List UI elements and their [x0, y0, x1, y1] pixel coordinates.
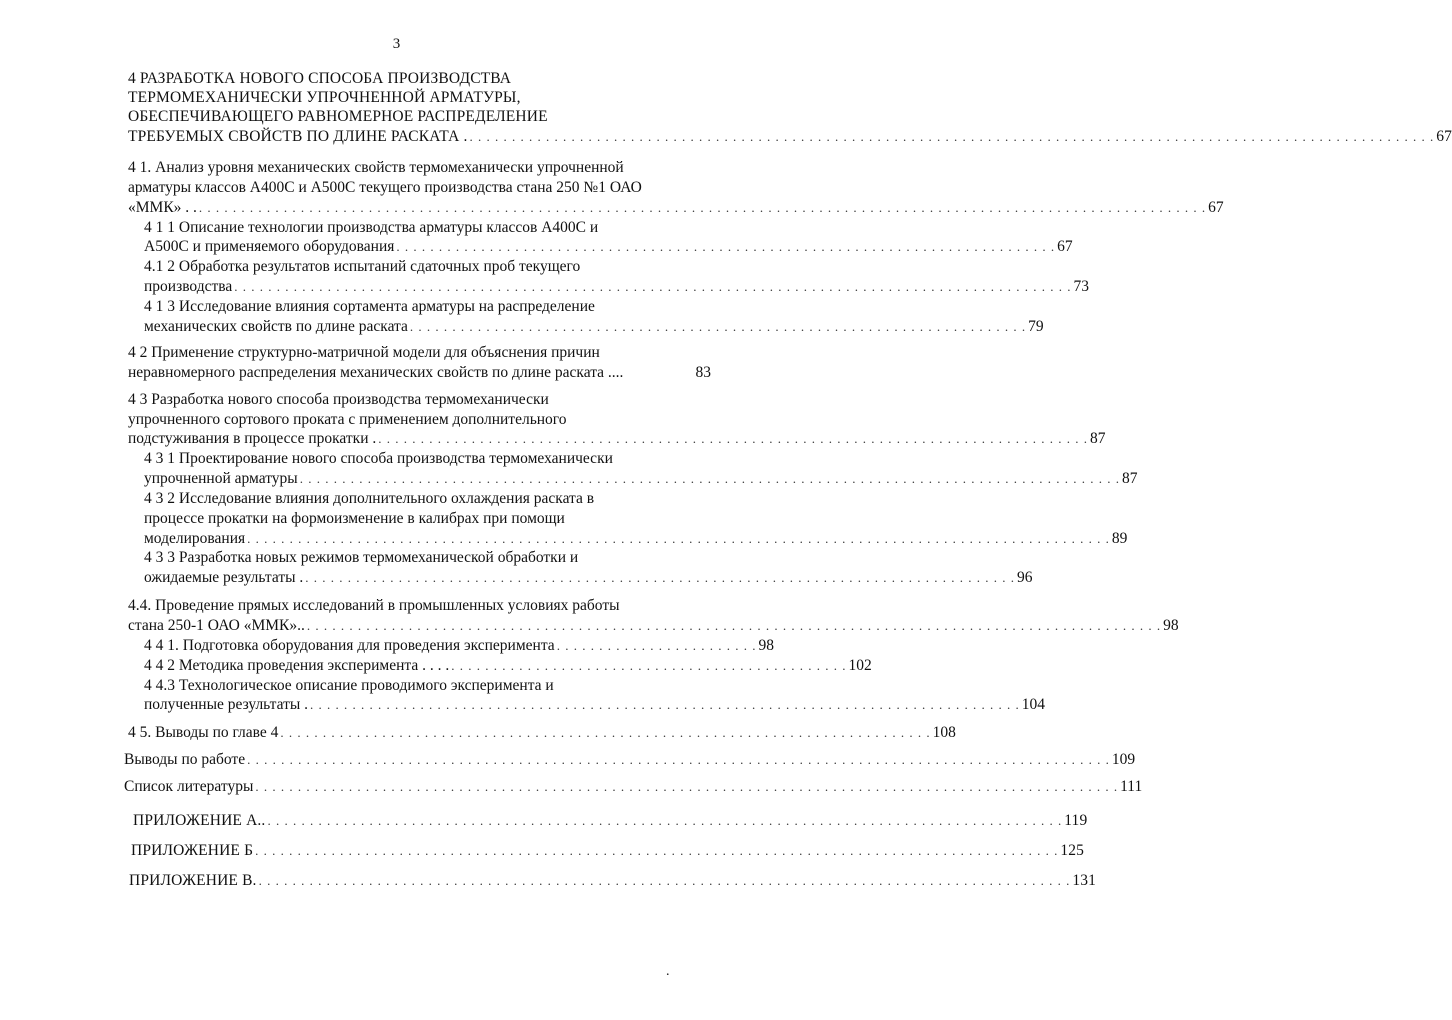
dot-leader: . . . . . . . . . . . . . . . . . . . . . . . . . . . . . . . . . . . . . . . . . . . . . . . . . . . . . . . . . . . . . . . . . . . . . . . . . . . . . . . . . . . .: [305, 570, 1016, 585]
toc-4-4-page: 98: [1163, 617, 1179, 634]
dot-leader: . . . . . . . . . . . . . . . . . . . . . . . . . . . . . . . . . . . . . . . . . . . . . . . . . . . . . . . . . . . . . . . . . . . . . . . . . . . . . . . . . . . . . . . . . . . . . . . . . . . . . .: [247, 531, 1110, 546]
dot-leader: . . . . . . . . . . . . . . . . . . . . . . . . . . . . . . . . . . . . . . . . . . . . . . . . . . . . . . . . . . . . . . . . . . . . . . . . . . . . . . . . . . . . . . . . . . . . . . . . . . . . .: [306, 618, 1162, 633]
dot-leader: . . . . . . . . . . . . . . . . . . . . . . . . . . . . . . . . . . . . . . . . . . . . . . .: [451, 658, 847, 673]
toc-4-4-2-page: 102: [848, 657, 872, 674]
dot-leader: . . . . . . . . . . . . . . . . . . . . . . . . . . . . . . . . . . . . . . . . . . . . . . . . . . . . . . . . . . . . . . . . . . . . . . . . . . . . . . . . . . . . . . . . . . . . . . .: [255, 843, 1059, 858]
toc-entry-4-3-1[interactable]: [144, 470, 1138, 488]
dot-leader: . . . . . . . . . . . . . . . . . . . . . . . . . . . . . . . . . . . . . . . . . . . . . . . . . . . . . . . . . . . . . . . . . . . . . . . . .: [409, 319, 1027, 334]
toc-4-3-page: 87: [1090, 430, 1106, 447]
toc-4-1-1-line2: А500С и применяемого оборудования: [144, 238, 395, 255]
toc-4-1-1-page: 67: [1057, 238, 1073, 255]
toc-4-4-3-page: 104: [1021, 696, 1046, 713]
toc-entry-4-3[interactable]: [128, 430, 1106, 448]
toc-4-3-1-line1: 4 3 1 Проектирование нового способа производства термомеханически: [144, 450, 613, 467]
toc-4-1-2-line1: 4.1 2 Обработка результатов испытаний сдаточных проб текущего: [144, 258, 581, 275]
toc-4-2-line2: неравномерного распределения механических свойств по длине раската ....: [128, 364, 624, 381]
toc-entry-4-3-3[interactable]: [144, 569, 1033, 587]
dot-leader: . . . . . . . . . . . . . . . . . . . . . . . . . . . . . . . . . . . . . . . . . . . . . . . . . . . . . . . . . . . . . . . . . . . . . . . . . . . . . . . . . . . . . . . . . . . . . . . . . . . . . .: [255, 779, 1119, 794]
dot-leader: . . . . . . . . . . . . . . . . . . . . . . . . . . . . . . . . . . . . . . . . . . . . . . . . . . . . . . . . . . . . . . . . . . . . . . . . . . . . . . . . . . . . . . . . . . . . . . . . . . . . . .: [247, 752, 1110, 767]
toc-4-1-line3: «ММК» . .: [128, 199, 197, 216]
toc-4-line3: ОБЕСПЕЧИВАЮЩЕГО РАВНОМЕРНОЕ РАСПРЕДЕЛЕНИЕ: [128, 108, 548, 125]
toc-4-3-line2: упрочненного сортового проката с применением дополнительного: [128, 411, 567, 428]
dot-leader: . . . . . . . . . . . . . . . . . . . . . . . . . . . . . . . . . . . . . . . . . . . . . . . . . . . . . . . . . . . . . . . . . . . . . . . . . . . . . . . . . . . . . . . . . . . . . . . . .: [299, 471, 1120, 486]
toc-4-4-line2: стана 250-1 ОАО «ММК»..: [128, 617, 305, 634]
toc-4-4-1-title: 4 4 1. Подготовка оборудования для проведения эксперимента: [144, 637, 555, 654]
dot-leader: . . . . . . . . . . . . . . . . . . . . . . . . . . . . . . . . . . . . . . . . . . . . . . . . . . . . . . . . . . . . . . . . . . . . . . . . . . . . .: [280, 725, 931, 740]
toc-4-3-1-line2: упрочненной арматуры: [144, 470, 298, 487]
toc-entry-4-1-2[interactable]: [144, 278, 1090, 296]
toc-entry-4-4-3[interactable]: [144, 696, 1046, 714]
toc-4-1-3-line1: 4 1 3 Исследование влияния сортамента арматуры на распределение: [144, 298, 595, 315]
toc-appendix-b-page: 125: [1060, 842, 1085, 859]
toc-4-line4: ТРЕБУЕМЫХ СВОЙСТВ ПО ДЛИНЕ РАСКАТА .: [128, 128, 468, 145]
toc-4-3-2-page: 89: [1111, 530, 1128, 547]
toc-entry-4-1-1[interactable]: [144, 238, 1073, 256]
toc-4-3-1-page: 87: [1121, 470, 1138, 487]
toc-4-3-3-page: 96: [1017, 569, 1033, 586]
toc-4-1-3-page: 79: [1028, 318, 1044, 335]
toc-4-5-title: 4 5. Выводы по главе 4: [128, 724, 279, 741]
toc-4-1-2-line2: производства: [144, 278, 233, 295]
toc-4-4-1-page: 98: [758, 637, 774, 654]
toc-appendix-c-title: ПРИЛОЖЕНИЕ В.: [129, 872, 257, 889]
dot-leader: . . . . . . . . . . . . . . . . . . . . . . . . . . . . . . . . . . . . . . . . . . . . . . . . . . . . . . . . . . . . . . . . . . . . . . . . . . . . . . . . . . . .: [378, 431, 1088, 446]
toc-entry-4-1-3[interactable]: [144, 318, 1044, 336]
dot-leader: . . . . . . . . . . . . . . . . . . . . . . . . . . . . . . . . . . . . . . . . . . . . . . . . . . . . . . . . . . . . . . . . . . . . . . . . . . . . . . . . . . . . . . . . . . . . . . . . . . .: [234, 279, 1072, 294]
toc-4-2-line1: 4 2 Применение структурно-матричной модели для объяснения причин: [128, 344, 600, 361]
toc-entry-appendix-b[interactable]: [131, 842, 1085, 860]
toc-4-line2: ТЕРМОМЕХАНИЧЕСКИ УПРОЧНЕННОЙ АРМАТУРЫ,: [128, 89, 521, 106]
toc-4-3-2-line2: процессе прокатки на формоизменение в калибрах при помощи: [144, 510, 565, 527]
toc-appendix-a-title: ПРИЛОЖЕНИЕ А..: [133, 812, 266, 829]
toc-4-line1: 4 РАЗРАБОТКА НОВОГО СПОСОБА ПРОИЗВОДСТВА: [128, 70, 512, 87]
toc-appendix-b-title: ПРИЛОЖЕНИЕ Б: [131, 842, 254, 859]
toc-conclusions-page: 109: [1111, 751, 1136, 768]
toc-conclusions-title: Выводы по работе: [124, 751, 246, 768]
toc-entry-4-4-1[interactable]: [144, 637, 774, 655]
toc-4-1-page: 67: [1208, 199, 1224, 216]
toc-4-3-3-line2: ожидаемые результаты .: [144, 569, 304, 586]
toc-4-3-3-line1: 4 3 3 Разработка новых режимов термомеханической обработки и: [144, 549, 579, 566]
toc-references-page: 111: [1120, 778, 1143, 795]
toc-entry-4-1[interactable]: [128, 199, 1224, 217]
toc-entry-4[interactable]: [128, 128, 1452, 146]
dot-leader: . . . . . . . . . . . . . . . . . . . . . . . . . . . . . . . . . . . . . . . . . . . . . . . . . . . . . . . . . . . . . . . . . . . . . . . . . . . . . . . . . . . . . . . . . . . . . .: [267, 813, 1063, 828]
toc-4-4-2-title: 4 4 2 Методика проведения эксперимента . . . .: [144, 657, 450, 674]
toc-entry-4-4[interactable]: [128, 617, 1179, 635]
toc-4-3-line1: 4 3 Разработка нового способа производства термомеханически: [128, 391, 549, 408]
toc-appendix-a-page: 119: [1064, 812, 1088, 829]
toc-4-1-3-line2: механических свойств по длине раската: [144, 318, 408, 335]
toc-4-4-3-line2: полученные результаты .: [144, 696, 309, 713]
toc-4-2-page: 83: [695, 364, 711, 381]
toc-4-4-line1: 4.4. Проведение прямых исследований в промышленных условиях работы: [128, 597, 620, 614]
toc-entry-4-5[interactable]: [128, 724, 956, 742]
dot-leader: . . . . . . . . . . . . . . . . . . . . . . . . . . . . . . . . . . . . . . . . . . . . . . . . . . . . . . . . . . . . . . . . . . . . . . . . . . . . . .: [396, 239, 1056, 254]
toc-entry-references[interactable]: [124, 778, 1143, 796]
toc-entry-4-2[interactable]: [128, 364, 711, 382]
toc-4-1-2-page: 73: [1073, 278, 1090, 295]
toc-4-4-3-line1: 4 4.3 Технологическое описание проводимого эксперимента и: [144, 677, 554, 694]
toc-appendix-c-page: 131: [1072, 872, 1097, 889]
toc-4-page: 67: [1436, 128, 1452, 145]
toc-4-3-2-line3: моделирования: [144, 530, 246, 547]
toc-entry-appendix-c[interactable]: [129, 872, 1097, 890]
toc-4-5-page: 108: [932, 724, 956, 741]
toc-references-title: Список литературы: [124, 778, 254, 795]
dot-leader: . . . . . . . . . . . . . . . . . . . . . . . . . . . . . . . . . . . . . . . . . . . . . . . . . . . . . . . . . . . . . . . . . . . . . . . . . . . . . . . . . . . .: [310, 697, 1020, 712]
dot-leader: . . . . . . . . . . . . . . . . . . . . . . . . . . . . . . . . . . . . . . . . . . . . . . . . . . . . . . . . . . . . . . . . . . . . . . . . . . . . . . . . . . . . . . . . . . . . . . . .: [258, 873, 1071, 888]
toc-4-3-line3: подстуживания в процессе прокатки .: [128, 430, 377, 447]
toc-entry-4-3-2[interactable]: [144, 530, 1128, 548]
toc-4-3-2-line1: 4 3 2 Исследование влияния дополнительного охлаждения раската в: [144, 490, 595, 507]
stray-mark: .: [666, 964, 670, 979]
dot-leader: . . . . . . . . . . . . . . . . . . . . . . . . . . . . . . . . . . . . . . . . . . . . . . . . . . . . . . . . . . . . . . . . . . . . . . . . . . . . . . . . . . . . . . . . . . . . . . . . . . . . . . . . . . . . . . . . . . . . . . .: [198, 200, 1207, 215]
toc-entry-4-4-2[interactable]: [144, 657, 872, 675]
dot-leader: . . . . . . . . . . . . . . . . . . . . . . . . . . . . . . . . . . . . . . . . . . . . . . . . . . . . . . . . . . . . . . . . . . . . . . . . . . . . . . . . . . . . . . . . . . . . . . . . . . . . . . . . . . . . . . . . . .: [469, 129, 1435, 144]
page-number: 3: [392, 36, 401, 52]
dot-leader: . . . . . . . . . . . . . . . . . . . . . . . .: [556, 638, 757, 653]
toc-entry-conclusions[interactable]: [124, 751, 1136, 769]
toc-4-1-line2: арматуры классов А400С и А500С текущего производства стана 250 №1 ОАО: [128, 179, 642, 196]
toc-entry-appendix-a[interactable]: [133, 812, 1088, 830]
toc-4-1-1-line1: 4 1 1 Описание технологии производства арматуры классов А400С и: [144, 219, 599, 236]
toc-4-1-line1: 4 1. Анализ уровня механических свойств термомеханически упрочненной: [128, 159, 624, 176]
